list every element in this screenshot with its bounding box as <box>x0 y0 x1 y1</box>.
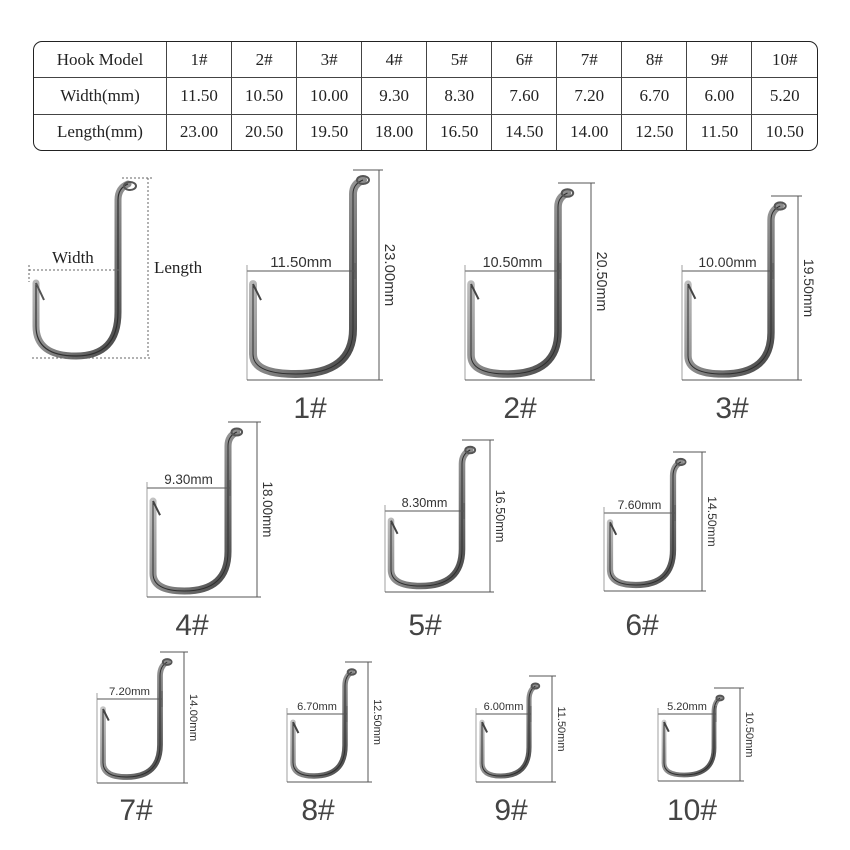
table-cell: 19.50 <box>297 114 362 150</box>
length-label: Length <box>154 258 203 277</box>
hook-number-label: 4# <box>175 609 209 642</box>
table-cell: Width(mm) <box>34 78 167 115</box>
hook-length-label: 14.50mm <box>705 496 719 547</box>
hook-length-label: 18.00mm <box>260 481 275 538</box>
hook-number-label: 1# <box>293 392 327 425</box>
hook-number-label: 2# <box>503 392 537 425</box>
table-cell: 9.30 <box>362 78 427 115</box>
table-cell: 6.70 <box>622 78 687 115</box>
hook-length-label: 19.50mm <box>801 258 817 318</box>
table-header-cell: 6# <box>492 42 557 78</box>
table-header-cell: 7# <box>557 42 622 78</box>
table-cell: 10.50 <box>232 78 297 115</box>
table-cell: 20.50 <box>232 114 297 150</box>
hook-number-label: 8# <box>301 794 335 827</box>
table-cell: 8.30 <box>427 78 492 115</box>
table-cell: 7.60 <box>492 78 557 115</box>
hook-number-label: 6# <box>625 609 659 642</box>
table-header-cell: 10# <box>752 42 817 78</box>
table-cell: 14.50 <box>492 114 557 150</box>
hook-width-label: 6.00mm <box>483 701 524 713</box>
hook-figure-7 <box>97 652 199 827</box>
table-header-cell: 8# <box>622 42 687 78</box>
table-cell: 12.50 <box>622 114 687 150</box>
table-cell: 10.50 <box>765 122 804 142</box>
table-header-cell: 4# <box>362 42 427 78</box>
hook-number-label: 5# <box>408 609 442 642</box>
table-cell: 23.00 <box>167 114 232 150</box>
table-cell: 7.20 <box>557 78 622 115</box>
table-cell: 10.00 <box>297 78 362 115</box>
hook-icon <box>391 450 470 586</box>
table-header-cell: 2# <box>232 42 297 78</box>
hook-icon <box>471 193 568 374</box>
hook-icon <box>688 206 780 374</box>
table-cell: 11.50 <box>687 114 752 150</box>
table-cell: 6.00 <box>687 78 752 115</box>
hook-width-label: 5.20mm <box>667 701 707 713</box>
hook-width-label: 8.30mm <box>401 496 448 510</box>
hook-width-label: 9.30mm <box>164 472 213 487</box>
hook-width-label: 11.50mm <box>270 254 332 271</box>
hook-figure-5 <box>385 440 507 642</box>
hook-length-label: 20.50mm <box>593 251 609 312</box>
hook-width-label: 6.70mm <box>297 701 337 713</box>
reference-hook-diagram <box>29 178 203 358</box>
hook-width-label: 10.00mm <box>698 254 757 270</box>
table-header-cell: 3# <box>297 42 362 78</box>
hook-length-label: 23.00mm <box>381 243 398 307</box>
table-cell: 18.00 <box>362 114 427 150</box>
table-cell: 5.20 <box>752 78 817 115</box>
hook-number-label: 10# <box>666 794 718 827</box>
hook-size-figures <box>97 170 817 827</box>
table-header-cell: 9# <box>687 42 752 78</box>
table-header-cell: 5# <box>427 42 492 78</box>
table-cell: 14.00 <box>557 114 622 150</box>
hook-number-label: 3# <box>715 392 749 425</box>
table-cell: Length(mm) <box>34 114 167 150</box>
hook-icon <box>482 686 535 776</box>
hook-figure-6 <box>604 452 719 642</box>
hook-width-label: 7.20mm <box>108 686 151 698</box>
table-cell: 16.50 <box>427 114 492 150</box>
hook-figure-10 <box>658 688 755 827</box>
table-header-cell: Hook Model <box>34 42 167 78</box>
hook-length-label: 12.50mm <box>371 699 383 745</box>
hook-figure-9 <box>476 676 567 827</box>
hook-number-label: 9# <box>494 794 528 827</box>
hook-figure-3 <box>682 196 817 425</box>
hook-width-label: 7.60mm <box>617 498 662 512</box>
hook-length-label: 14.00mm <box>187 693 199 742</box>
hook-width-label: 10.50mm <box>482 255 543 271</box>
hook-figure-1 <box>247 170 398 425</box>
hook-length-label: 10.50mm <box>743 711 755 758</box>
hook-length-label: 11.50mm <box>555 706 567 752</box>
hook-length-label: 16.50mm <box>493 489 507 543</box>
hook-number-label: 7# <box>119 794 153 827</box>
table-header-cell: 1# <box>167 42 232 78</box>
hook-icon <box>153 432 237 591</box>
width-label: Width <box>52 248 94 267</box>
hook-figure-2 <box>465 183 609 425</box>
hook-icon <box>253 180 363 374</box>
table-cell: 11.50 <box>167 78 232 115</box>
hook-figure-4 <box>147 422 275 642</box>
hook-figure-8 <box>287 662 383 827</box>
